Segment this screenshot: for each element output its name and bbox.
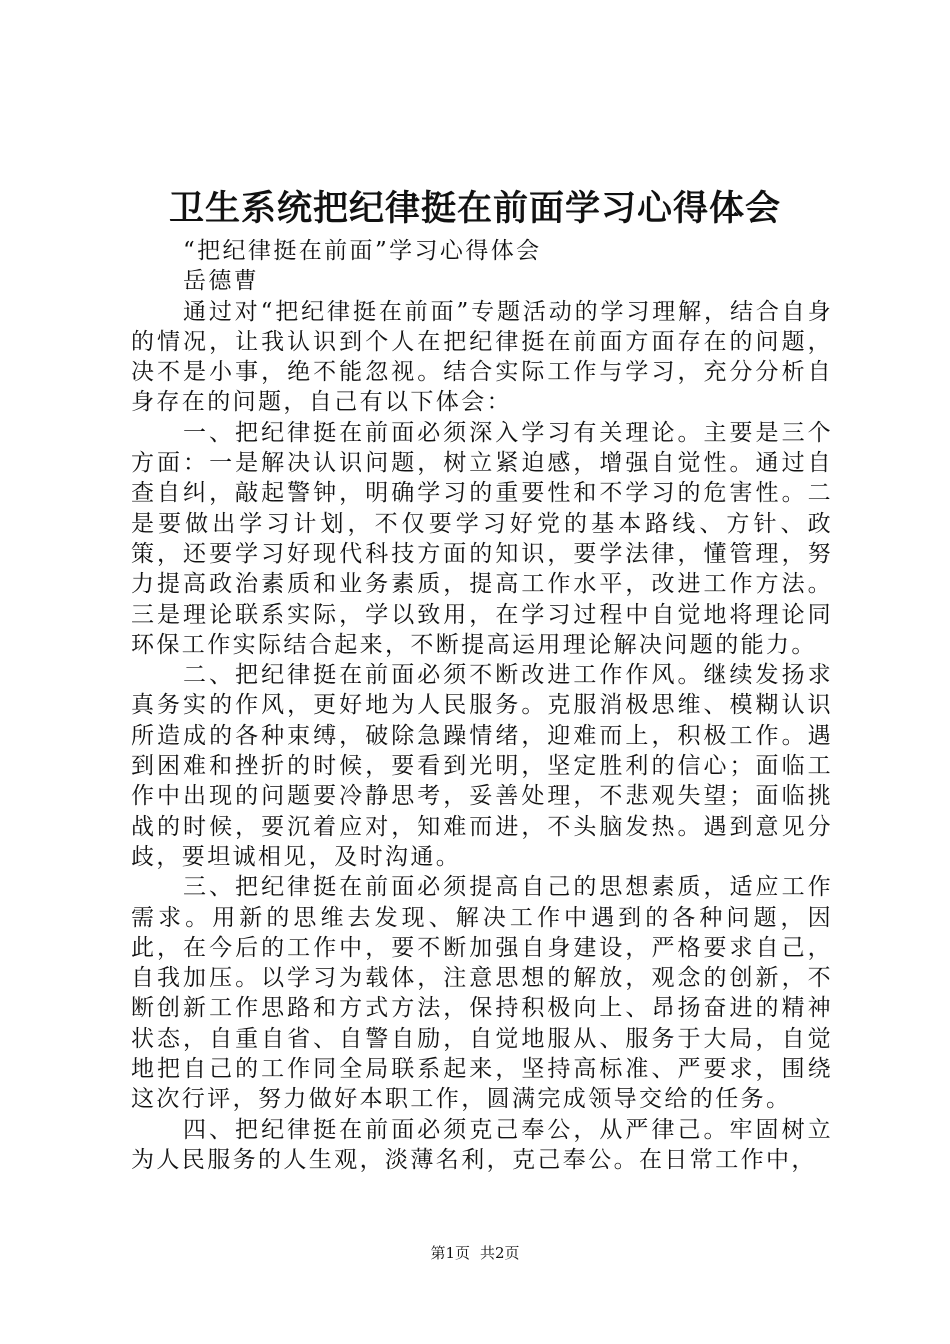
paragraph-intro: 通过对“把纪律挺在前面”专题活动的学习理解，结合自身的情况，让我认识到个人在把纪律挺在前面方面存在的问题，决不是小事，绝不能忽视。结合实际工作与学习，充分分析自身存在的问题，自己有以下体会： xyxy=(131,298,833,416)
paragraph-point-3: 三、把纪律挺在前面必须提高自己的思想素质，适应工作需求。用新的思维去发现、解决工作中遇到的各种问题，因此，在今后的工作中，要不断加强自身建设，严格要求自己，自我加压。以学习为载体，注意思想的解放，观念的创新，不断创新工作思路和方式方法，保持积极向上、昂扬奋进的精神状态，自重自省、自警自励，自觉地服从、服务于大局，自觉地把自己的工作同全局联系起来，坚持高标准、严要求，围绕这次行评，努力做好本职工作，圆满完成领导交给的任务。 xyxy=(131,874,833,1113)
author-line: 岳德曹 xyxy=(183,268,260,295)
page-total: 共2页 xyxy=(480,1244,520,1262)
paragraph-point-1: 一、把纪律挺在前面必须深入学习有关理论。主要是三个方面：一是解决认识问题，树立紧迫感，增强自觉性。通过自查自纠，敲起警钟，明确学习的重要性和不学习的危害性。二是要做出学习计划，不仅要学习好党的基本路线、方针、政策，还要学习好现代科技方面的知识，要学法律，懂管理，努力提高政治素质和业务素质，提高工作水平，改进工作方法。三是理论联系实际，学以致用，在学习过程中自觉地将理论同环保工作实际结合起来，不断提高运用理论解决问题的能力。 xyxy=(131,419,833,658)
paragraph-point-2: 二、把纪律挺在前面必须不断改进工作作风。继续发扬求真务实的作风，更好地为人民服务。克服消极思维、模糊认识所造成的各种束缚，破除急躁情绪，迎难而上，积极工作。遇到困难和挫折的时候，要看到光明，坚定胜利的信心；面临工作中出现的问题要冷静思考，妥善处理，不悲观失望；面临挑战的时候，要沉着应对，知难而进，不头脑发热。遇到意见分歧，要坦诚相见，及时沟通。 xyxy=(131,662,833,870)
page-footer xyxy=(0,1241,950,1265)
paragraph-point-4: 四、把纪律挺在前面必须克己奉公，从严律己。牢固树立为人民服务的人生观，淡薄名利，克己奉公。在日常工作中， xyxy=(131,1116,833,1173)
document-title: 卫生系统把纪律挺在前面学习心得体会 xyxy=(168,189,781,229)
document-body xyxy=(131,236,833,1175)
page-number: 第1页 xyxy=(430,1244,470,1262)
subtitle-line: “把纪律挺在前面”学习心得体会 xyxy=(183,238,542,264)
